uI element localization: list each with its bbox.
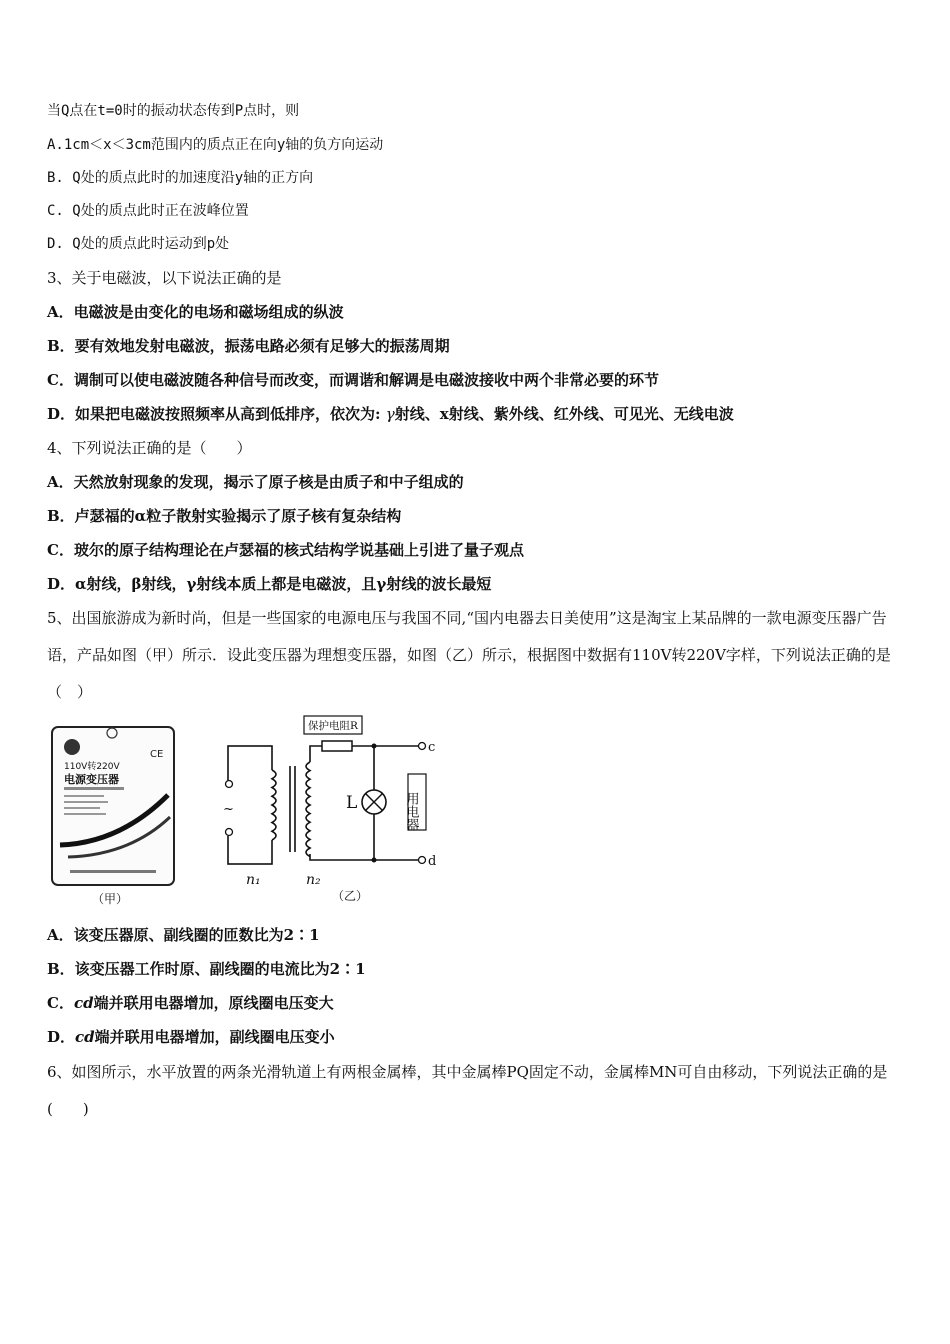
svg-text:CE: CE bbox=[150, 749, 164, 760]
q4-option-c: C．玻尔的原子结构理论在卢瑟福的核式结构学说基础上引进了量子观点 bbox=[47, 541, 524, 559]
question-4: 4、下列说法正确的是（ ） bbox=[47, 439, 252, 457]
protective-resistor bbox=[322, 741, 352, 751]
q5c-label: C． bbox=[47, 994, 74, 1012]
q5d-text: 端并联用电器增加，副线圈电压变小 bbox=[94, 1028, 335, 1046]
n1-label: n₁ bbox=[246, 872, 261, 888]
ac-symbol: ~ bbox=[223, 802, 234, 817]
figure-a-caption: （甲） bbox=[92, 892, 129, 906]
terminal-c: c bbox=[428, 740, 436, 755]
q5d-cd: cd bbox=[75, 1028, 95, 1046]
lamp-label: L bbox=[346, 793, 358, 813]
option-a-range: A.1cm＜x＜3cm范围内的质点正在向y轴的负方向运动 bbox=[47, 137, 384, 153]
q3d-prefix: D．如果把电磁波按照频率从高到低排序，依次为: bbox=[47, 405, 386, 423]
device-text-voltage: 110V转220V bbox=[64, 762, 120, 772]
load-label: 用电器 bbox=[403, 792, 419, 831]
option-b-accel: B. Q处的质点此时的加速度沿y轴的正方向 bbox=[47, 170, 314, 186]
q3-option-c: C．调制可以使电磁波随各种信号而改变，而调谐和解调是电磁波接收中两个非常必要的环节 bbox=[47, 371, 659, 389]
resistor-label: 保护电阻R bbox=[308, 720, 358, 732]
q5c-text: 端并联用电器增加，原线圈电压变大 bbox=[93, 994, 334, 1012]
q5-option-c bbox=[47, 992, 334, 1014]
question-3: 3、关于电磁波，以下说法正确的是 bbox=[47, 269, 282, 287]
q5-option-d bbox=[47, 1026, 335, 1048]
q3-option-d bbox=[47, 403, 734, 425]
q3-option-a: A．电磁波是由变化的电场和磁场组成的纵波 bbox=[47, 303, 344, 321]
q3d-suffix: 射线、x射线、紫外线、红外线、可见光、无线电波 bbox=[394, 405, 734, 423]
q4-option-b: B．卢瑟福的α粒子散射实验揭示了原子核有复杂结构 bbox=[47, 507, 402, 525]
q5d-label: D． bbox=[47, 1028, 76, 1046]
q3-option-b: B．要有效地发射电磁波，振荡电路必须有足够大的振荡周期 bbox=[47, 337, 450, 355]
figure-b-caption: （乙） bbox=[332, 889, 369, 903]
question-6: 6、如图所示，水平放置的两条光滑轨道上有两根金属棒，其中金属棒PQ固定不动，金属棒MN可自由移动，下列说法正确的是( ) bbox=[47, 1063, 888, 1118]
figure-transformer-circuit bbox=[208, 714, 458, 906]
q5-option-b: B．该变压器工作时原、副线圈的电流比为2∶1 bbox=[47, 960, 366, 978]
figure-transformer-device bbox=[50, 725, 176, 887]
q4-option-a: A．天然放射现象的发现，揭示了原子核是由质子和中子组成的 bbox=[47, 473, 464, 491]
terminal-d: d bbox=[428, 854, 437, 869]
q5c-cd: cd bbox=[73, 994, 94, 1012]
q3d-gamma: γ bbox=[385, 405, 395, 423]
q4-option-d: D．α射线，β射线，γ射线本质上都是电磁波，且γ射线的波长最短 bbox=[47, 575, 492, 593]
n2-label: n₂ bbox=[306, 872, 321, 888]
option-c-crest: C. Q处的质点此时正在波峰位置 bbox=[47, 203, 249, 219]
q5-option-a: A．该变压器原、副线圈的匝数比为2∶1 bbox=[47, 926, 320, 944]
option-d-moves: D. Q处的质点此时运动到p处 bbox=[47, 236, 230, 252]
device-text-name: 电源变压器 bbox=[64, 773, 119, 786]
line-q-state: 当Q点在t=0时的振动状态传到P点时，则 bbox=[47, 103, 300, 119]
question-5: 5、出国旅游成为新时尚，但是一些国家的电源电压与我国不同,“国内电器去日美使用”这是淘宝上某品牌的一款电源变压器广告语，产品如图（甲）所示．设此变压器为理想变压器，如图（乙）所示，根据图中数据有110V转220V字样，下列说法正确的是（ ） bbox=[47, 609, 891, 701]
device-logo bbox=[64, 739, 80, 755]
